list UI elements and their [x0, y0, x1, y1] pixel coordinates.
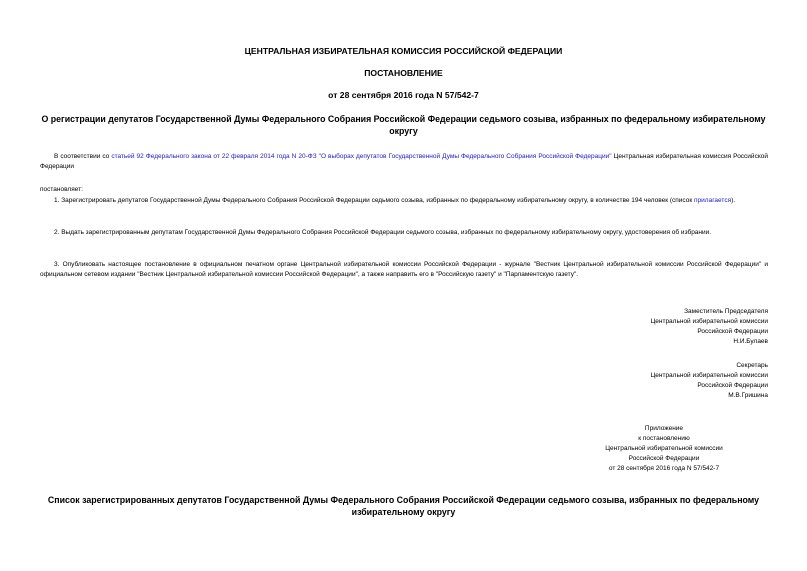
annex-line: от 28 сентября 2016 года N 57/542-7 — [608, 465, 720, 472]
item-1-end: ). — [731, 197, 736, 204]
basis-paragraph — [40, 152, 768, 172]
organization-heading: ЦЕНТРАЛЬНАЯ ИЗБИРАТЕЛЬНАЯ КОМИССИЯ РОССИЙСКОЙ ФЕДЕРАЦИИ — [244, 46, 563, 56]
item-1-paragraph — [40, 196, 768, 206]
secretary-signature — [560, 361, 768, 401]
item-2-paragraph: 2. Выдать зарегистрированным депутатам Государственной Думы Федерального Собрания Российской Федерации седьмого созыва, избранных по федеральному избирательному округу, удостоверения об избрании. — [54, 229, 712, 236]
basis-prefix: В соответствии со — [54, 153, 112, 160]
annex-line: к постановлению — [638, 435, 690, 442]
annex-line: Российской Федерации — [628, 455, 700, 462]
document-subject-title: О регистрации депутатов Государственной Думы Федерального Собрания Российской Федерации седьмого созыва, избранных по федеральному избирательному округу — [41, 114, 766, 136]
annex-line: Центральной избирательной комиссии — [605, 445, 723, 452]
signature-line: Заместитель Председателя — [684, 308, 768, 315]
document-date-number: от 28 сентября 2016 года N 57/542-7 — [328, 90, 479, 100]
signature-line: Российской Федерации — [697, 382, 768, 389]
item-1-text: 1. Зарегистрировать депутатов Государственной Думы Федерального Собрания Российской Федерации седьмого созыва, избранных по федеральному избирательному округу, в количестве 194 человек (список — [54, 197, 695, 204]
signature-name: Н.И.Булаев — [733, 338, 768, 345]
signature-line: Центральной избирательной комиссии — [650, 372, 768, 379]
annex-list-title: Список зарегистрированных депутатов Государственной Думы Федерального Собрания Российской Федерации седьмого созыва, избранных по федеральному избирательному округу — [47, 495, 760, 517]
law-article-link[interactable]: статьей 92 Федерального закона от 22 февраля 2014 года N 20-ФЗ "О выборах депутатов Государственной Думы Федерального Собрания Российской Федерации" — [111, 153, 612, 160]
item-3-paragraph: 3. Опубликовать настоящее постановление в официальном печатном органе Центральной избирательной комиссии Российской Федерации - журнале "Вестник Центральной избирательной комиссии Российской Федерации" и официальном сетевом издании "Вестник Центральной избирательной комиссии Российской Федерации", а также направить его в "Российскую газету" и "Парламентскую газету". — [40, 261, 768, 278]
signature-line: Центральной избирательной комиссии — [650, 318, 768, 325]
signature-line: Секретарь — [736, 362, 768, 369]
basis-suffix: Центральная избирательная комиссия Российской Федерации — [40, 153, 768, 170]
signature-name: М.В.Гришина — [728, 392, 768, 399]
annex-block — [560, 424, 768, 474]
deputy-chairman-signature — [560, 307, 768, 347]
annex-line: Приложение — [644, 425, 684, 432]
attachment-link[interactable]: прилагается — [694, 197, 732, 204]
document-type-heading: ПОСТАНОВЛЕНИЕ — [364, 68, 443, 78]
resolves-text: постановляет: — [40, 186, 83, 193]
signature-line: Российской Федерации — [697, 328, 768, 335]
